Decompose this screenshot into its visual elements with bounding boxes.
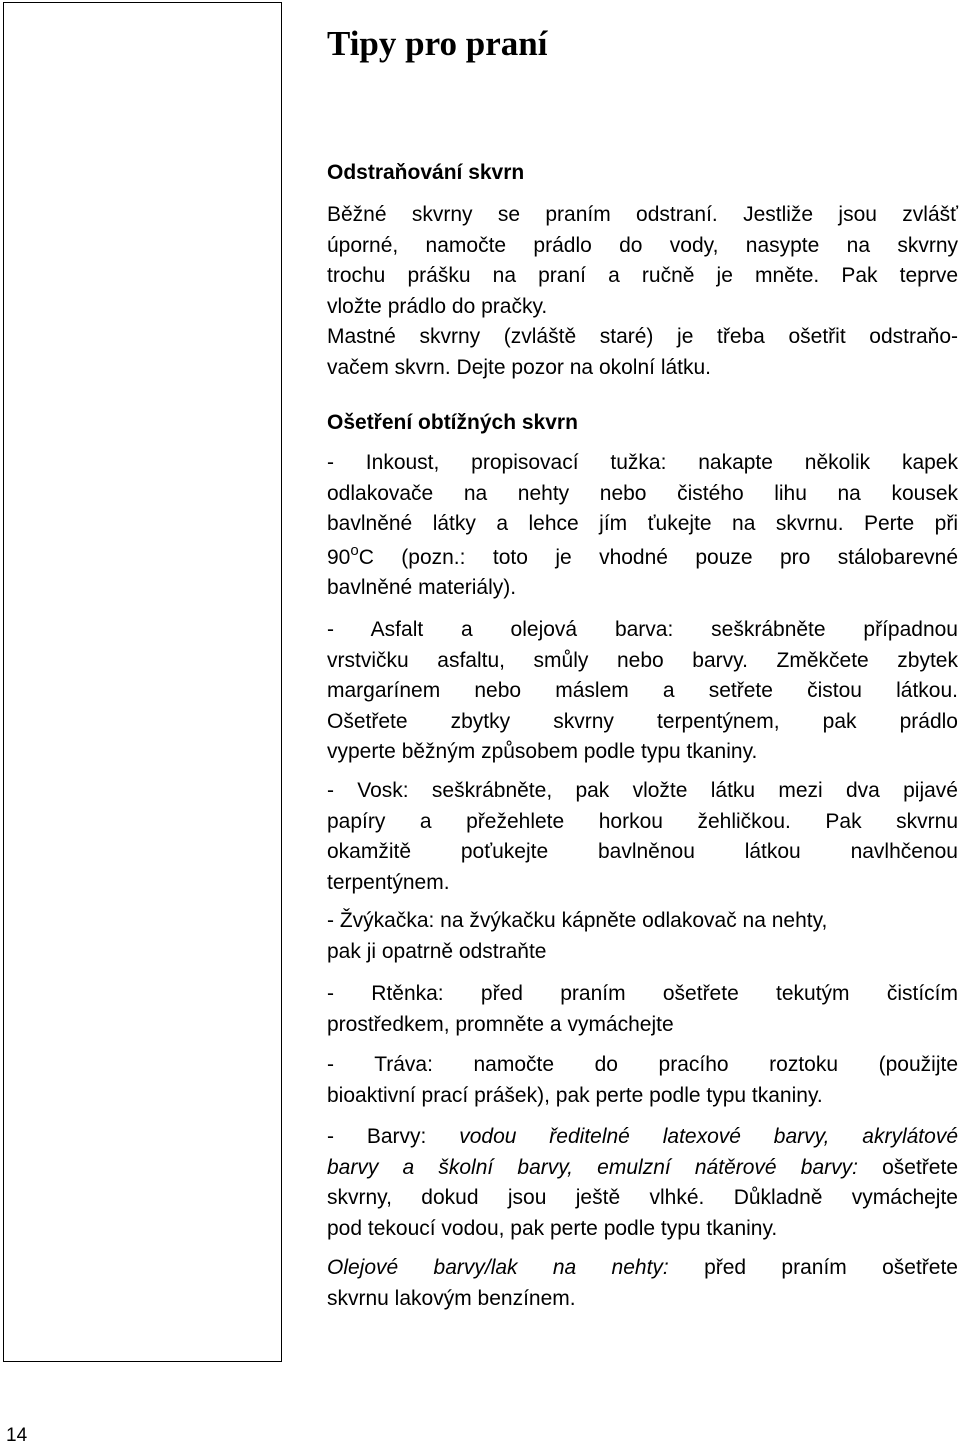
text-line: bavlněné látky a lehce jím ťukejte na skvrnu. Perte při [327,512,958,535]
text-line: vložte prádlo do pračky. [327,294,548,318]
text-line: Ošetřete zbytky skvrny terpentýnem, pak prádlo [327,709,958,733]
item-oil-paints [327,1253,958,1314]
item-grass [327,1050,958,1111]
text-line: prostředkem, promněte a vymáchejte [327,1012,674,1036]
text-line: trochu prášku na praní a ručně je mněte. Pak teprve [327,264,958,287]
text-line: vyperte běžným způsobem podle typu tkaniny. [327,740,758,763]
text-line: - Asfalt a olejová barva: seškrábněte případnou [327,618,958,641]
text-line: odlakovače na nehty nebo čistého lihu na kousek [327,481,958,505]
text-line: - Vosk: seškrábněte, pak vložte látku mezi dva pijavé [327,779,958,802]
italic-text: vodou ředitelné latexové barvy, akrylátové [459,1125,958,1148]
text-line: Mastné skvrny (zvláště staré) je třeba ošetřit odstraňo- [327,325,958,348]
text-line: pak ji opatrně odstraňte [327,939,547,963]
body-text: ošetřete [857,1155,958,1179]
italic-text: barvy a školní barvy, emulzní nátěrové barvy: [327,1155,858,1179]
page-number: 14 [6,1425,28,1446]
text-line: - Tráva: namočte do pracího roztoku (použijte [327,1053,958,1076]
text-line: skvrnu lakovým benzínem. [327,1286,576,1310]
item-chewing-gum [327,906,958,967]
text-line: bavlněné materiály). [327,576,517,599]
item-ink [327,448,958,604]
sidebar-box [3,2,282,1362]
item-label: - Barvy: [327,1125,460,1148]
temperature-value: 90 [327,545,351,569]
text-line [327,1253,958,1284]
text-line: - Rtěnka: před praním ošetřete tekutým čistícím [327,982,958,1005]
item-lipstick [327,979,958,1040]
text-line: papíry a přežehlete horkou žehličkou. Pak skvrnu [327,809,958,833]
text-line: vačem skvrn. Dejte pozor na okolní látku. [327,355,712,379]
degree-superscript: o [350,541,359,559]
text-line: - Žvýkačka: na žvýkačku kápněte odlakovač na nehty, [327,909,828,932]
item-paints [327,1122,958,1244]
text-line [327,1122,958,1153]
text-line: vrstvičku asfaltu, smůly nebo barvy. Změkčete zbytek [327,648,958,672]
text-line: úporné, namočte prádlo do vody, nasypte na skvrny [327,233,958,257]
body-text: před praním ošetřete [668,1256,958,1279]
item-asphalt [327,615,958,768]
text-line: skvrny, dokud jsou ještě vlhké. Důkladně vymáchejte [327,1186,958,1209]
paragraph-common-stains [327,200,958,383]
text-line: margarínem nebo máslem a setřete čistou látkou. [327,679,958,702]
text-line [327,543,958,574]
italic-text: Olejové barvy/lak na nehty: [327,1256,669,1279]
text-line: Běžné skvrny se praním odstraní. Jestliže jsou zvlášť [327,203,958,226]
item-wax [327,776,958,898]
note-text: C (pozn.: toto je vhodné pouze pro stálobarevné [358,545,958,569]
text-line [327,1153,958,1184]
section-heading-difficult-stains: Ošetření obtížných skvrn [327,411,578,434]
text-line: - Inkoust, propisovací tužka: nakapte několik kapek [327,451,958,474]
text-line: terpentýnem. [327,870,450,894]
text-line: bioaktivní prací prášek), pak perte podle typu tkaniny. [327,1083,823,1107]
text-line: pod tekoucí vodou, pak perte podle typu tkaniny. [327,1216,778,1240]
section-heading-stains: Odstraňování skvrn [327,161,525,184]
page-title: Tipy pro praní [327,24,548,63]
text-line: okamžitě poťukejte bavlněnou látkou navlhčenou [327,840,958,863]
